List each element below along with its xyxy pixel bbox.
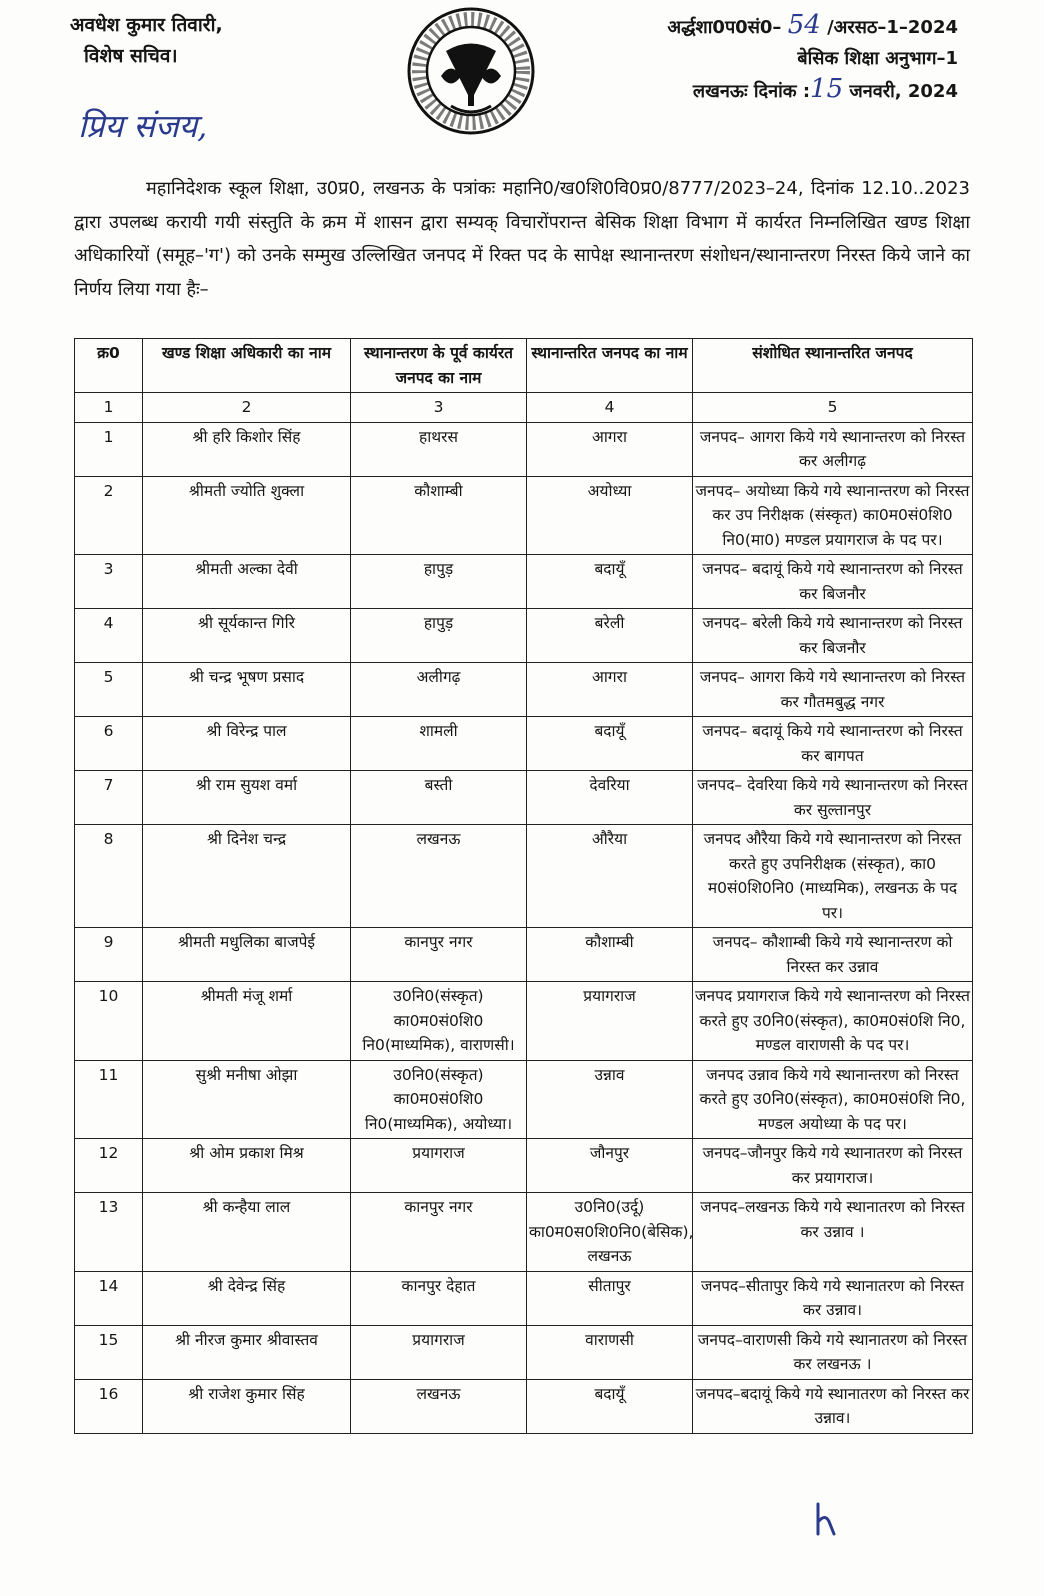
letter-reference-block xyxy=(667,10,958,107)
cell-revised: जनपद–जौनपुर किये गये स्थानातरण को निरस्त कर प्रयागराज। xyxy=(693,1139,973,1193)
table-body xyxy=(75,422,973,1433)
table-row xyxy=(75,717,973,771)
letter-number: अर्द्धशा0प0सं0– 54 /अरसठ–1–2024 xyxy=(667,10,958,40)
table-row xyxy=(75,982,973,1061)
cell-no: 15 xyxy=(75,1325,143,1379)
cell-name: सुश्री मनीषा ओझा xyxy=(143,1060,351,1139)
section-name: बेसिक शिक्षा अनुभाग–1 xyxy=(797,48,958,69)
transfer-table xyxy=(74,338,973,1434)
cell-no: 16 xyxy=(75,1379,143,1433)
table-row xyxy=(75,825,973,928)
cell-revised: जनपद–सीतापुर किये गये स्थानातरण को निरस्त कर उन्नाव। xyxy=(693,1271,973,1325)
date-handwritten: 15 xyxy=(810,74,844,104)
cell-name: श्री राजेश कुमार सिंह xyxy=(143,1379,351,1433)
cell-to: बदायूँ xyxy=(527,717,693,771)
header-cell: स्थानान्तरित जनपद का नाम xyxy=(527,339,693,393)
officer-designation: विशेष सचिव। xyxy=(84,45,178,67)
table-row xyxy=(75,1379,973,1433)
cell-to: जौनपुर xyxy=(527,1139,693,1193)
cell-no: 14 xyxy=(75,1271,143,1325)
table-row xyxy=(75,476,973,555)
cell-to: बदायूँ xyxy=(527,1379,693,1433)
cell-name: श्री दिनेश चन्द्र xyxy=(143,825,351,928)
cell-name: श्रीमती मंजू शर्मा xyxy=(143,982,351,1061)
cell-from: कानपुर नगर xyxy=(351,1193,527,1272)
cell-to: आगरा xyxy=(527,663,693,717)
cell-from: प्रयागराज xyxy=(351,1325,527,1379)
cell-to: बदायूँ xyxy=(527,555,693,609)
cell-no: 3 xyxy=(75,555,143,609)
cell-from: कानपुर देहात xyxy=(351,1271,527,1325)
cell-revised: जनपद औरैया किये गये स्थानान्तरण को निरस्त करते हुए उपनिरीक्षक (संस्कृत), का0 म0सं0शि0नि0 (माध्यमिक), लखनऊ के पद पर। xyxy=(693,825,973,928)
cell-no: 10 xyxy=(75,982,143,1061)
cell-revised: जनपद– कौशाम्बी किये गये स्थानान्तरण को निरस्त कर उन्नाव xyxy=(693,928,973,982)
cell-to: अयोध्या xyxy=(527,476,693,555)
officer-name: अवधेश कुमार तिवारी, xyxy=(70,14,223,36)
header-cell: खण्ड शिक्षा अधिकारी का नाम xyxy=(143,339,351,393)
cell-name: श्री हरि किशोर सिंह xyxy=(143,422,351,476)
cell-no: 1 xyxy=(75,422,143,476)
uttar-pradesh-emblem-icon xyxy=(406,6,536,136)
table-row xyxy=(75,663,973,717)
header-cell: स्थानान्तरण के पूर्व कार्यरत जनपद का नाम xyxy=(351,339,527,393)
salutation: प्रिय संजय, xyxy=(78,107,208,145)
table-header-row xyxy=(75,339,973,393)
index-cell: 2 xyxy=(143,393,351,423)
index-cell: 3 xyxy=(351,393,527,423)
cell-name: श्री विरेन्द्र पाल xyxy=(143,717,351,771)
cell-revised: जनपद–बदायूं किये गये स्थानातरण को निरस्त कर उन्नाव। xyxy=(693,1379,973,1433)
cell-from: हापुड़ xyxy=(351,609,527,663)
letter-number-handwritten: 54 xyxy=(787,10,821,40)
cell-from: बस्ती xyxy=(351,771,527,825)
index-cell: 1 xyxy=(75,393,143,423)
index-cell: 4 xyxy=(527,393,693,423)
table-row xyxy=(75,928,973,982)
cell-from: अलीगढ़ xyxy=(351,663,527,717)
cell-from: लखनऊ xyxy=(351,825,527,928)
cell-to: बरेली xyxy=(527,609,693,663)
cell-revised: जनपद– अयोध्या किये गये स्थानान्तरण को निरस्त कर उप निरीक्षक (संस्कृत) का0म0सं0शि0 नि0(मा0) मण्डल प्रयागराज के पद पर। xyxy=(693,476,973,555)
cell-to: आगरा xyxy=(527,422,693,476)
cell-from: उ0नि0(संस्कृत) का0म0सं0शि0 नि0(माध्यमिक), अयोध्या। xyxy=(351,1060,527,1139)
cell-revised: जनपद– बरेली किये गये स्थानान्तरण को निरस्त कर बिजनौर xyxy=(693,609,973,663)
table-row xyxy=(75,771,973,825)
cell-to: औरैया xyxy=(527,825,693,928)
cell-from: हापुड़ xyxy=(351,555,527,609)
table-row xyxy=(75,1139,973,1193)
cell-no: 13 xyxy=(75,1193,143,1272)
cell-to: कौशाम्बी xyxy=(527,928,693,982)
index-cell: 5 xyxy=(693,393,973,423)
cell-name: श्रीमती मधुलिका बाजपेई xyxy=(143,928,351,982)
cell-revised: जनपद– आगरा किये गये स्थानान्तरण को निरस्त कर अलीगढ़ xyxy=(693,422,973,476)
table-row xyxy=(75,609,973,663)
cell-no: 6 xyxy=(75,717,143,771)
cell-revised: जनपद– देवरिया किये गये स्थानान्तरण को निरस्त कर सुल्तानपुर xyxy=(693,771,973,825)
cell-to: सीतापुर xyxy=(527,1271,693,1325)
cell-to: प्रयागराज xyxy=(527,982,693,1061)
cell-to: उन्नाव xyxy=(527,1060,693,1139)
cell-name: श्रीमती अल्का देवी xyxy=(143,555,351,609)
officer-block xyxy=(70,10,223,72)
cell-revised: जनपद–वाराणसी किये गये स्थानातरण को निरस्त कर लखनऊ । xyxy=(693,1325,973,1379)
table-row xyxy=(75,1271,973,1325)
cell-to: देवरिया xyxy=(527,771,693,825)
cell-name: श्री कन्हैया लाल xyxy=(143,1193,351,1272)
cell-name: श्री सूर्यकान्त गिरि xyxy=(143,609,351,663)
column-index-row xyxy=(75,393,973,423)
cell-from: शामली xyxy=(351,717,527,771)
cell-revised: जनपद उन्नाव किये गये स्थानान्तरण को निरस्त करते हुए उ0नि0(संस्कृत), का0म0सं0शि नि0, मण्डल अयोध्या के पद पर। xyxy=(693,1060,973,1139)
cell-name: श्री ओम प्रकाश मिश्र xyxy=(143,1139,351,1193)
header-cell: संशोधित स्थानान्तरित जनपद xyxy=(693,339,973,393)
place-date: लखनऊः दिनांक :15 जनवरी, 2024 xyxy=(692,74,958,104)
cell-from: लखनऊ xyxy=(351,1379,527,1433)
cell-from: उ0नि0(संस्कृत) का0म0सं0शि0 नि0(माध्यमिक), वाराणसी। xyxy=(351,982,527,1061)
table-row xyxy=(75,422,973,476)
cell-no: 2 xyxy=(75,476,143,555)
cell-from: हाथरस xyxy=(351,422,527,476)
table-row xyxy=(75,1060,973,1139)
cell-revised: जनपद– आगरा किये गये स्थानान्तरण को निरस्त कर गौतमबुद्ध नगर xyxy=(693,663,973,717)
cell-name: श्री चन्द्र भूषण प्रसाद xyxy=(143,663,351,717)
cell-revised: जनपद– बदायूं किये गये स्थानान्तरण को निरस्त कर बागपत xyxy=(693,717,973,771)
cell-no: 9 xyxy=(75,928,143,982)
cell-no: 12 xyxy=(75,1139,143,1193)
table-row xyxy=(75,1325,973,1379)
cell-revised: जनपद प्रयागराज किये गये स्थानान्तरण को निरस्त करते हुए उ0नि0(संस्कृत), का0म0सं0शि नि0, मण्डल वाराणसी के पद पर। xyxy=(693,982,973,1061)
cell-revised: जनपद– बदायूं किये गये स्थानान्तरण को निरस्त कर बिजनौर xyxy=(693,555,973,609)
cell-to: उ0नि0(उर्दू) का0म0स0शि0नि0(बेसिक), लखनऊ xyxy=(527,1193,693,1272)
cell-no: 11 xyxy=(75,1060,143,1139)
cell-no: 5 xyxy=(75,663,143,717)
handwritten-initial-mark-icon xyxy=(810,1500,850,1540)
cell-no: 8 xyxy=(75,825,143,928)
body-paragraph: महानिदेशक स्कूल शिक्षा, उ0प्र0, लखनऊ के पत्रांकः महानि0/ख0शि0वि0प्र0/8777/2023–24, दिनांक 12.10..2023 द्वारा उपलब्ध करायी गयी संस्तुति के क्रम में शासन द्वारा सम्यक् विचारोंपरान्त बेसिक शिक्षा विभाग में कार्यरत निम्नलिखित खण्ड शिक्षा अधिकारियों (समूह–'ग') को उनके सम्मुख उल्लिखित जनपद में रिक्त पद के सापेक्ष स्थानान्तरण संशोधन/स्थानान्तरण निरस्त किये जाने का निर्णय लिया गया हैः– xyxy=(74,178,970,300)
header-cell: क्र0 xyxy=(75,339,143,393)
table-row xyxy=(75,555,973,609)
cell-from: प्रयागराज xyxy=(351,1139,527,1193)
cell-name: श्री राम सुयश वर्मा xyxy=(143,771,351,825)
cell-to: वाराणसी xyxy=(527,1325,693,1379)
cell-no: 4 xyxy=(75,609,143,663)
cell-from: कानपुर नगर xyxy=(351,928,527,982)
cell-name: श्रीमती ज्योति शुक्ला xyxy=(143,476,351,555)
cell-name: श्री नीरज कुमार श्रीवास्तव xyxy=(143,1325,351,1379)
cell-revised: जनपद–लखनऊ किये गये स्थानातरण को निरस्त कर उन्नाव । xyxy=(693,1193,973,1272)
cell-name: श्री देवेन्द्र सिंह xyxy=(143,1271,351,1325)
cell-no: 7 xyxy=(75,771,143,825)
cell-from: कौशाम्बी xyxy=(351,476,527,555)
table-row xyxy=(75,1193,973,1272)
